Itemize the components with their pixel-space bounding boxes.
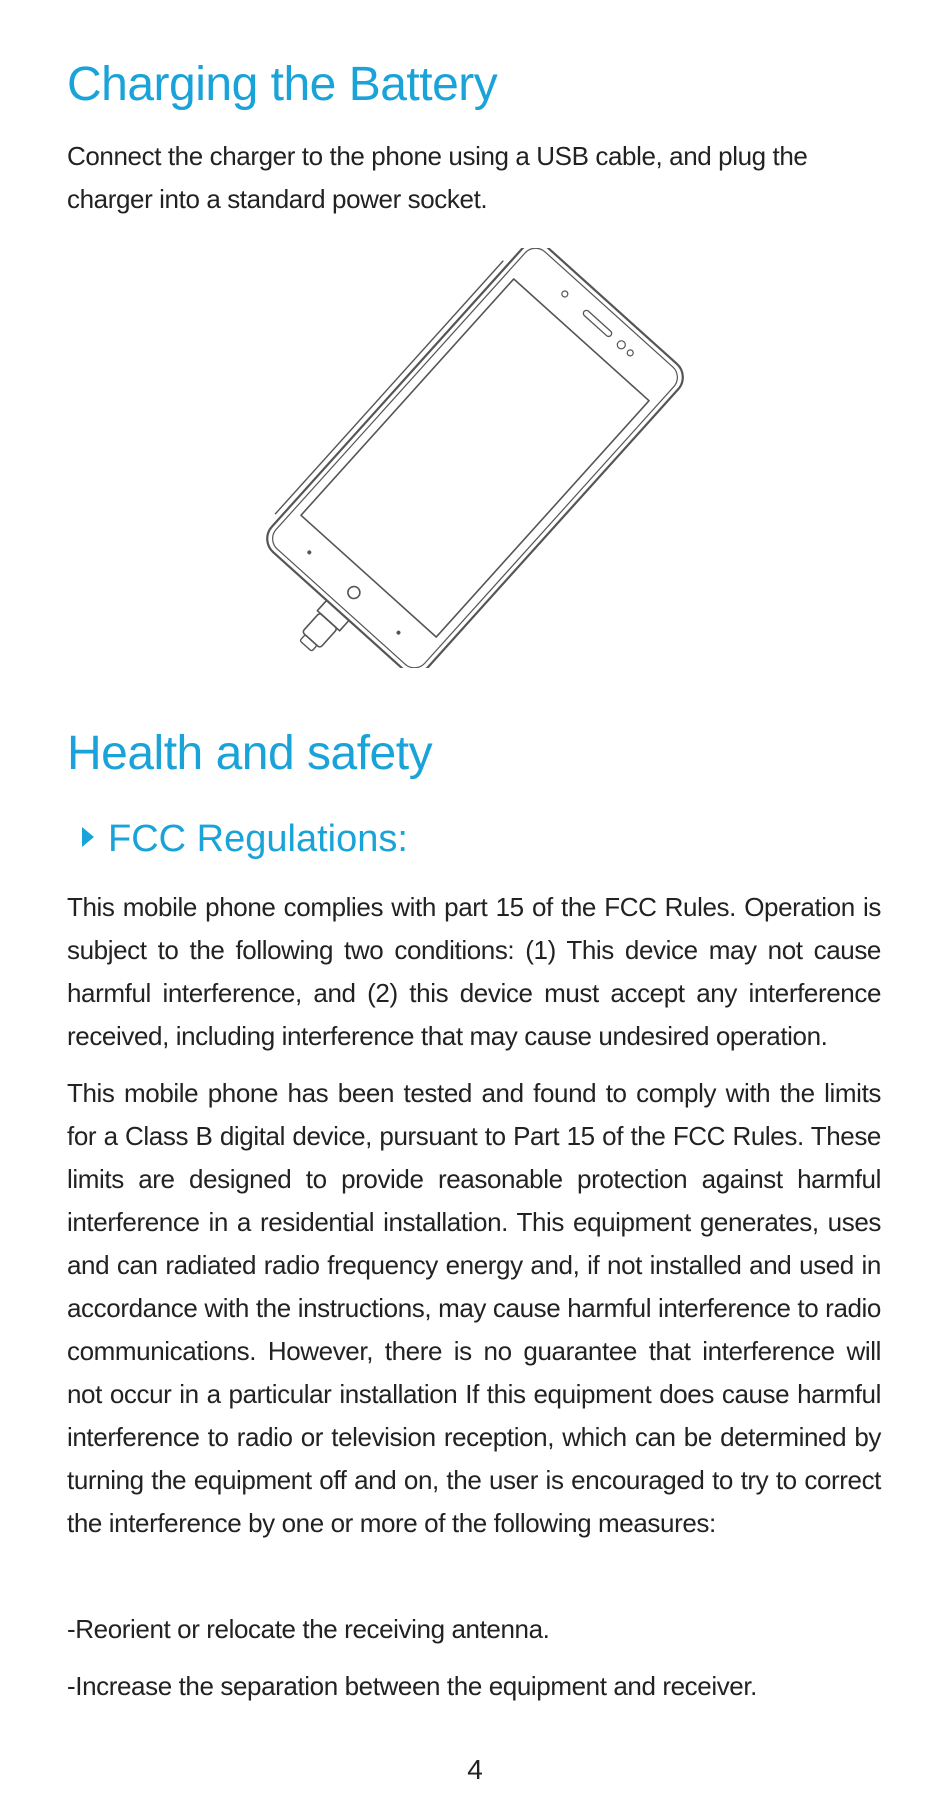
measure-item: -Reorient or relocate the receiving antenna. — [67, 1614, 550, 1644]
fcc-paragraph-1: This mobile phone complies with part 15 of the FCC Rules. Operation is subject to the following two conditions: (1) This device may not cause harmful interference, and (2) this device must accept any interference received, including interference that may cause undesired operation. — [67, 892, 881, 1051]
phone-with-usb-cable-icon — [255, 248, 695, 668]
section-title-health: Health and safety — [67, 727, 433, 780]
measure-item: -Increase the separation between the equipment and receiver. — [67, 1671, 758, 1701]
section-title-charging: Charging the Battery — [67, 58, 498, 111]
fcc-heading-label: FCC Regulations: — [108, 818, 408, 860]
phone-charging-illustration — [255, 248, 695, 668]
charging-instructions: Connect the charger to the phone using a USB cable, and plug the charger into a standard power socket. — [67, 141, 808, 214]
triangle-bullet-icon — [82, 827, 94, 847]
subsection-heading-fcc — [82, 817, 408, 861]
fcc-paragraph-2: This mobile phone has been tested and found to comply with the limits for a Class B digital device, pursuant to Part 15 of the FCC Rules. These limits are designed to provide reasonable protection against harmful interference in a residential installation. This equipment generates, uses and can radiated radio frequency energy and, if not installed and used in accordance with the instructions, may cause harmful interference to radio communications. However, there is no guarantee that interference will not occur in a particular installation If this equipment does cause harmful interference to radio or television reception, which can be determined by turning the equipment off and on, the user is encouraged to try to correct the interference by one or more of the following measures: — [67, 1078, 881, 1538]
page-number: 4 — [467, 1754, 483, 1785]
